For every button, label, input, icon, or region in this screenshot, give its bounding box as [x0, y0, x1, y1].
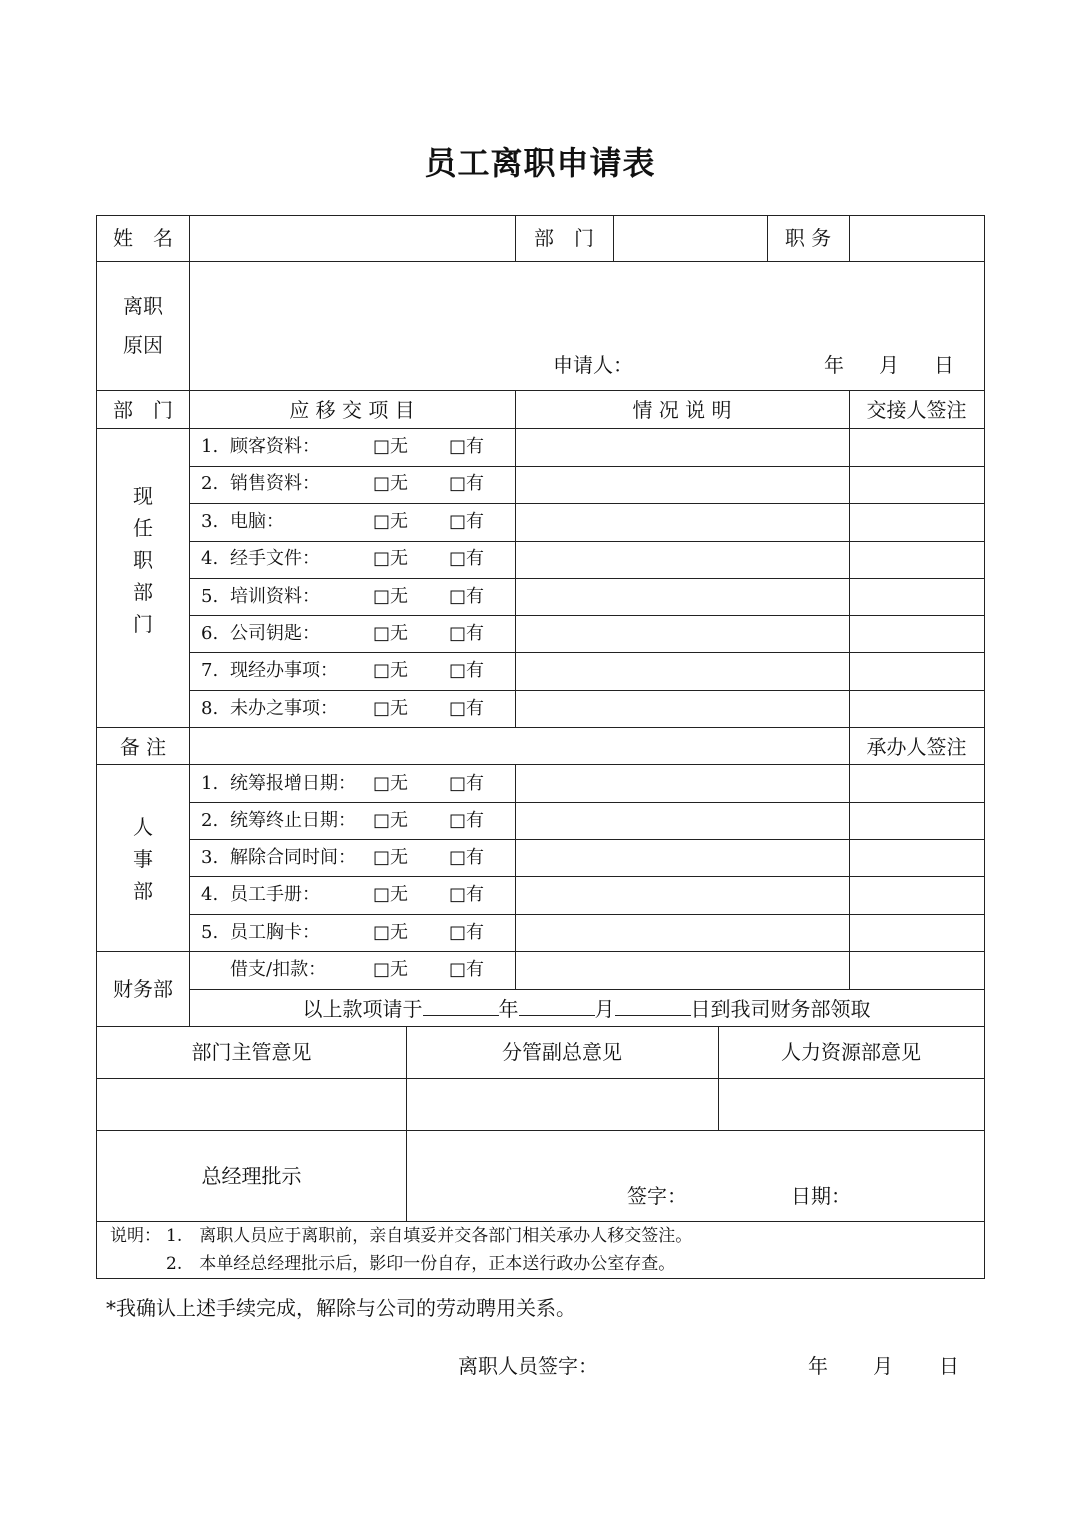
- item-number: 8.: [201, 698, 219, 719]
- dept-field[interactable]: [616, 220, 764, 258]
- checkbox-none[interactable]: □无: [373, 623, 409, 644]
- dept-head-opinion-field[interactable]: [100, 1082, 403, 1126]
- checkbox-yes[interactable]: □有: [449, 698, 485, 719]
- col-status: 情 况 说 明: [632, 398, 732, 422]
- dept-label: 部 门: [534, 226, 594, 250]
- item-number: 4.: [201, 884, 219, 905]
- hr-dept-label: 事: [133, 847, 153, 871]
- gm-approval-label: 总经理批示: [201, 1164, 302, 1188]
- item-number: 4.: [201, 548, 219, 569]
- checkbox-none[interactable]: □无: [373, 847, 409, 868]
- item-name: 员工手册：: [230, 884, 320, 905]
- current-dept-label: 部: [133, 580, 153, 604]
- item-name: 经手文件：: [230, 548, 320, 569]
- item-name: 培训资料：: [230, 586, 320, 607]
- checkbox-none[interactable]: □无: [373, 959, 409, 980]
- name-field[interactable]: [192, 220, 512, 258]
- checkbox-none[interactable]: □无: [373, 884, 409, 905]
- hr-dept-label: 部: [133, 879, 153, 903]
- item-number: 7.: [201, 660, 219, 681]
- finance-collection-note: [189, 997, 984, 1019]
- position-label: 职 务: [784, 226, 832, 250]
- checkbox-yes[interactable]: □有: [449, 922, 485, 943]
- deputy-gm-opinion-label: 分管副总意见: [502, 1040, 622, 1064]
- item-number: 3.: [201, 511, 219, 532]
- month-blank[interactable]: [519, 997, 595, 1016]
- footer-day: 日: [939, 1354, 959, 1378]
- checkbox-yes[interactable]: □有: [449, 586, 485, 607]
- hr-opinion-field[interactable]: [721, 1082, 981, 1126]
- row-line: [97, 1026, 984, 1027]
- hr-dept-label: 人: [133, 815, 153, 839]
- col-dept: 部 门: [113, 398, 173, 422]
- col-line: [613, 216, 614, 261]
- col-line: [849, 390, 850, 727]
- gm-sign-label: 签字：: [627, 1184, 687, 1208]
- col-receiver-sign: 交接人签注: [866, 398, 967, 422]
- handler-sign-label: 承办人签注: [866, 735, 967, 759]
- item-number: 6.: [201, 623, 219, 644]
- row-line: [189, 876, 984, 877]
- col-line: [189, 216, 190, 1026]
- item-name: 统筹终止日期：: [230, 810, 356, 831]
- date-year: 年: [824, 353, 844, 377]
- current-dept-label: 门: [133, 612, 153, 636]
- item-number: 2.: [201, 473, 219, 494]
- item-number: 5.: [201, 922, 219, 943]
- reason-field[interactable]: [192, 266, 980, 346]
- confirmation-statement: *我确认上述手续完成，解除与公司的劳动聘用关系。: [106, 1296, 576, 1320]
- remarks-field[interactable]: [192, 730, 846, 762]
- item-name: 统筹报增日期：: [230, 773, 356, 794]
- row-line: [97, 390, 984, 391]
- employee-sign-label: 离职人员签字：: [458, 1354, 598, 1378]
- collect-year: 年: [498, 997, 519, 1021]
- hr-opinion-label: 人力资源部意见: [781, 1040, 921, 1064]
- collect-prefix: 以上款项请于: [302, 997, 423, 1021]
- row-line: [189, 914, 984, 915]
- row-line: [97, 261, 984, 262]
- current-dept-label: 职: [133, 548, 153, 572]
- reason-label: 原因: [123, 333, 163, 357]
- item-number: 2.: [201, 810, 219, 831]
- row-line: [189, 652, 984, 653]
- resignation-form: [96, 215, 985, 1279]
- dept-head-opinion-label: 部门主管意见: [191, 1040, 312, 1064]
- item-number: 3.: [201, 847, 219, 868]
- checkbox-none[interactable]: □无: [373, 773, 409, 794]
- name-label: 姓 名: [113, 226, 173, 250]
- item-name: 电脑：: [230, 511, 284, 532]
- row-line: [189, 839, 984, 840]
- item-name: 未办之事项：: [230, 698, 338, 719]
- col-line: [515, 764, 516, 989]
- notes-prefix: 说明：: [110, 1226, 161, 1246]
- gm-date-label: 日期：: [791, 1184, 851, 1208]
- item-name: 销售资料：: [230, 473, 320, 494]
- checkbox-yes[interactable]: □有: [449, 623, 485, 644]
- checkbox-yes[interactable]: □有: [449, 548, 485, 569]
- item-name: 员工胸卡：: [230, 922, 320, 943]
- item-name: 顾客资料：: [230, 436, 320, 457]
- applicant-label: 申请人：: [553, 353, 633, 377]
- collect-suffix: 日到我司财务部领取: [690, 997, 871, 1021]
- checkbox-yes[interactable]: □有: [449, 847, 485, 868]
- item-name: 借支/扣款：: [230, 959, 327, 980]
- page-title: 员工离职申请表: [424, 144, 656, 182]
- row-line: [189, 578, 984, 579]
- deputy-gm-opinion-field[interactable]: [409, 1082, 715, 1126]
- position-field[interactable]: [852, 220, 980, 258]
- item-number: 1.: [201, 773, 219, 794]
- year-blank[interactable]: [423, 997, 499, 1016]
- item-number: 5.: [201, 586, 219, 607]
- row-line: [189, 989, 984, 990]
- row-line: [189, 690, 984, 691]
- checkbox-yes[interactable]: □有: [449, 660, 485, 681]
- item-name: 公司钥匙：: [230, 623, 320, 644]
- finance-label: 财务部: [113, 977, 173, 1001]
- reason-label: 离职: [123, 294, 163, 318]
- col-items: 应 移 交 项 目: [289, 398, 415, 422]
- checkbox-none[interactable]: □无: [373, 922, 409, 943]
- date-month: 月: [879, 353, 899, 377]
- checkbox-yes[interactable]: □有: [449, 810, 485, 831]
- current-dept-label: 现: [133, 484, 153, 508]
- row-line: [97, 1078, 984, 1079]
- checkbox-none[interactable]: □无: [373, 586, 409, 607]
- col-line: [515, 390, 516, 727]
- day-blank[interactable]: [615, 997, 691, 1016]
- checkbox-none[interactable]: □无: [373, 660, 409, 681]
- item-name: 现经办事项：: [230, 660, 338, 681]
- row-line: [189, 541, 984, 542]
- remarks-label: 备 注: [119, 735, 167, 759]
- checkbox-yes[interactable]: □有: [449, 473, 485, 494]
- checkbox-yes[interactable]: □有: [449, 773, 485, 794]
- row-line: [97, 428, 984, 429]
- collect-month: 月: [594, 997, 615, 1021]
- checkbox-none[interactable]: □无: [373, 810, 409, 831]
- checkbox-yes[interactable]: □有: [449, 884, 485, 905]
- row-line: [97, 951, 984, 952]
- checkbox-none[interactable]: □无: [373, 698, 409, 719]
- footer-month: 月: [873, 1354, 893, 1378]
- row-line: [189, 615, 984, 616]
- item-name: 解除合同时间：: [230, 847, 356, 868]
- checkbox-none[interactable]: □无: [373, 473, 409, 494]
- checkbox-none[interactable]: □无: [373, 511, 409, 532]
- col-line: [849, 764, 850, 989]
- date-day: 日: [934, 353, 954, 377]
- row-line: [97, 764, 984, 765]
- checkbox-none[interactable]: □无: [373, 436, 409, 457]
- row-line: [97, 1221, 984, 1222]
- row-line: [189, 503, 984, 504]
- checkbox-none[interactable]: □无: [373, 548, 409, 569]
- checkbox-yes[interactable]: □有: [449, 959, 485, 980]
- checkbox-yes[interactable]: □有: [449, 511, 485, 532]
- row-line: [189, 802, 984, 803]
- note-line-1: 1. 离职人员应于离职前，亲自填妥并交各部门相关承办人移交签注。: [166, 1226, 693, 1246]
- checkbox-yes[interactable]: □有: [449, 436, 485, 457]
- footer-year: 年: [808, 1354, 828, 1378]
- row-line: [97, 1130, 984, 1131]
- row-line: [189, 466, 984, 467]
- col-line: [849, 216, 850, 261]
- current-dept-label: 任: [133, 516, 153, 540]
- item-number: 1.: [201, 436, 219, 457]
- note-line-2: 2. 本单经总经理批示后，影印一份自存，正本送行政办公室存查。: [166, 1254, 676, 1274]
- row-line: [97, 727, 984, 728]
- gm-approval-field[interactable]: [409, 1134, 981, 1184]
